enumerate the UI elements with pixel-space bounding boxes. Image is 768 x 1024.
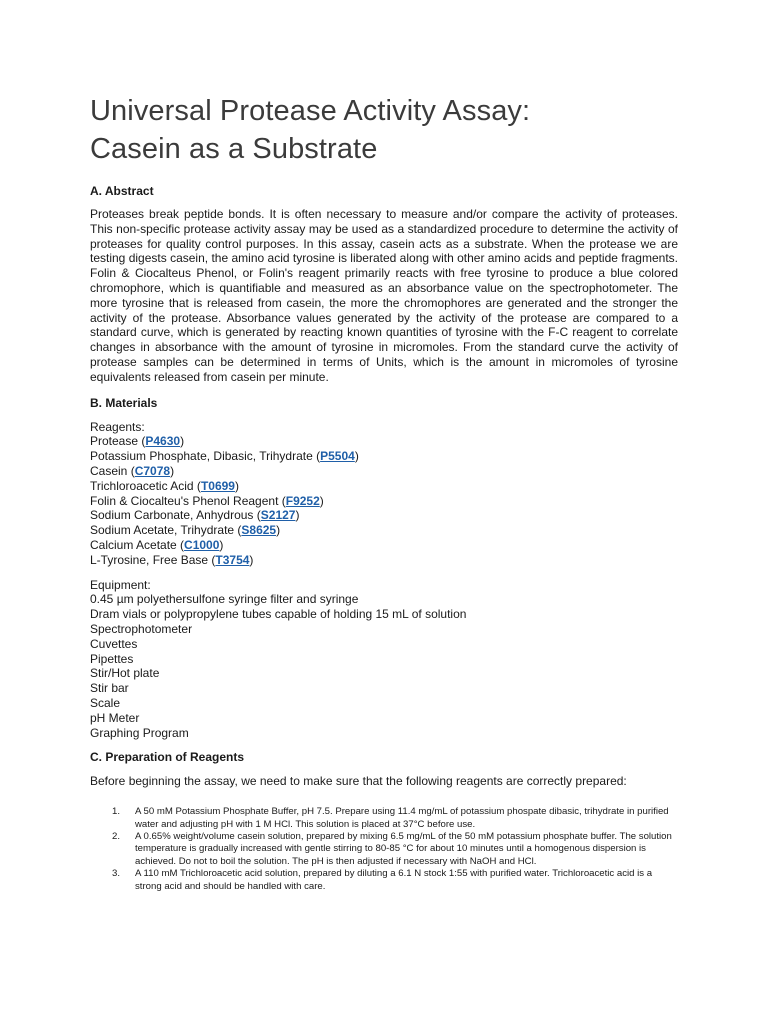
product-code-link[interactable]: T0699 <box>200 478 235 493</box>
product-code-link[interactable]: C1000 <box>184 537 220 552</box>
reagent-paren: ) <box>276 523 281 538</box>
equipment-item: Graphing Program <box>90 725 189 740</box>
product-code-link[interactable]: P4630 <box>145 434 181 449</box>
reagent-name: Sodium Acetate, Trihydrate ( <box>90 523 242 538</box>
product-code-link[interactable]: F9252 <box>285 493 320 508</box>
document-page <box>90 0 678 893</box>
reagent-name: Trichloroacetic Acid ( <box>90 478 201 493</box>
equipment-label: Equipment: <box>90 577 151 592</box>
abstract-paragraph: Proteases break peptide bonds. It is often necessary to measure and/or compare the activity of proteases. This non-specific protease activity assay may be used as a standardized procedure to determine the activity of proteases for quality control purposes. In this assay, casein acts as a substrate. When the protease we are testing digests casein, the amino acid tyrosine is liberated along with other amino acids and peptide fragments. Folin & Ciocalteus Phenol, or Folin's reagent primarily reacts with free tyrosine to produce a blue colored chromophore, which is quantifiable and measured as an absorbance value on the spectrophotometer. The more tyrosine that is released from casein, the more the chromophores are generated and the stronger the activity of the protease. Absorbance values generated by the activity of the protease are compared to a standard curve, which is generated by reacting known quantities of tyrosine with the F-C reagent to correlate changes in absorbance with the amount of tyrosine in micromoles. From the standard curve the activity of protease samples can be determined in terms of Units, which is the amount in micromoles of tyrosine equivalents released from casein per minute. <box>90 207 678 384</box>
reagent-name: Protease ( <box>90 434 146 449</box>
equipment-list <box>90 592 678 740</box>
product-code-link[interactable]: S2127 <box>260 508 296 523</box>
title-line-1: Universal Protease Activity Assay: <box>90 95 531 127</box>
equipment-item: Dram vials or polypropylene tubes capable of holding 15 mL of solution <box>90 607 467 622</box>
step-number: 2. <box>112 830 121 842</box>
reagent-item <box>90 553 678 568</box>
reagent-paren: ) <box>354 449 359 464</box>
step-text: A 0.65% weight/volume casein solution, prepared by mixing 6.5 mg/mL of the 50 mM potassium phosphate buffer. The solution temperature is gradually increased with gentle stirring to 80-85 °C for about 10 minutes until a homogenous dispersion is achieved. Do not to boil the solution. The pH is then adjusted if necessary with NaOH and HCl. <box>135 830 672 867</box>
step-text: A 50 mM Potassium Phosphate Buffer, pH 7.5. Prepare using 11.4 mg/mL of potassium phospate dibasic, trihydrate in purified water and adjusting pH with 1 M HCl. This solution is placed at 37°C before use. <box>135 806 669 830</box>
reagent-item <box>90 449 678 464</box>
reagent-name: L-Tyrosine, Free Base ( <box>90 552 216 567</box>
reagent-paren: ) <box>234 478 239 493</box>
equipment-item: Cuvettes <box>90 636 138 651</box>
reagent-item <box>90 508 678 523</box>
reagent-paren: ) <box>180 434 185 449</box>
reagent-name: Folin & Ciocalteu's Phenol Reagent ( <box>90 493 286 508</box>
reagent-item <box>90 434 678 449</box>
reagent-paren: ) <box>319 493 324 508</box>
reagent-paren: ) <box>170 463 175 478</box>
equipment-item: 0.45 µm polyethersulfone syringe filter and syringe <box>90 592 359 607</box>
product-code-link[interactable]: T3754 <box>215 552 250 567</box>
preparation-heading: C. Preparation of Reagents <box>90 750 245 765</box>
equipment-item: pH Meter <box>90 710 140 725</box>
preparation-steps <box>90 806 678 893</box>
step-number: 3. <box>112 868 121 880</box>
step-number: 1. <box>112 806 121 818</box>
reagent-item <box>90 464 678 479</box>
reagent-item <box>90 523 678 538</box>
preparation-step <box>90 831 678 868</box>
equipment-item: Stir bar <box>90 681 129 696</box>
materials-heading: B. Materials <box>90 395 158 410</box>
step-text: A 110 mM Trichloroacetic acid solution, prepared by diluting a 6.1 N stock 1:55 with purified water. Trichloroacetic acid is a strong acid and should be handled with care. <box>135 868 653 892</box>
preparation-step <box>90 806 678 831</box>
title-line-2: Casein as a Substrate <box>90 133 378 165</box>
reagents-label: Reagents: <box>90 419 145 434</box>
equipment-item: Stir/Hot plate <box>90 666 160 681</box>
product-code-link[interactable]: C7078 <box>134 463 171 478</box>
reagents-list <box>90 434 678 567</box>
reagent-name: Calcium Acetate ( <box>90 537 185 552</box>
reagent-paren: ) <box>249 552 254 567</box>
preparation-intro: Before beginning the assay, we need to make sure that the following reagents are correctly prepared: <box>90 774 627 789</box>
abstract-heading: A. Abstract <box>90 184 154 198</box>
reagent-item <box>90 494 678 509</box>
reagent-item <box>90 479 678 494</box>
reagent-item <box>90 538 678 553</box>
reagent-paren: ) <box>295 508 300 523</box>
product-code-link[interactable]: S8625 <box>241 523 277 538</box>
equipment-item: Spectrophotometer <box>90 621 193 636</box>
equipment-item: Pipettes <box>90 651 134 666</box>
reagent-paren: ) <box>219 537 224 552</box>
reagent-name: Potassium Phosphate, Dibasic, Trihydrate ( <box>90 449 321 464</box>
reagent-name: Sodium Carbonate, Anhydrous ( <box>90 508 261 523</box>
preparation-step <box>90 868 678 893</box>
product-code-link[interactable]: P5504 <box>320 449 355 464</box>
page-title <box>90 92 678 168</box>
reagent-name: Casein ( <box>90 463 135 478</box>
equipment-item: Scale <box>90 695 121 710</box>
